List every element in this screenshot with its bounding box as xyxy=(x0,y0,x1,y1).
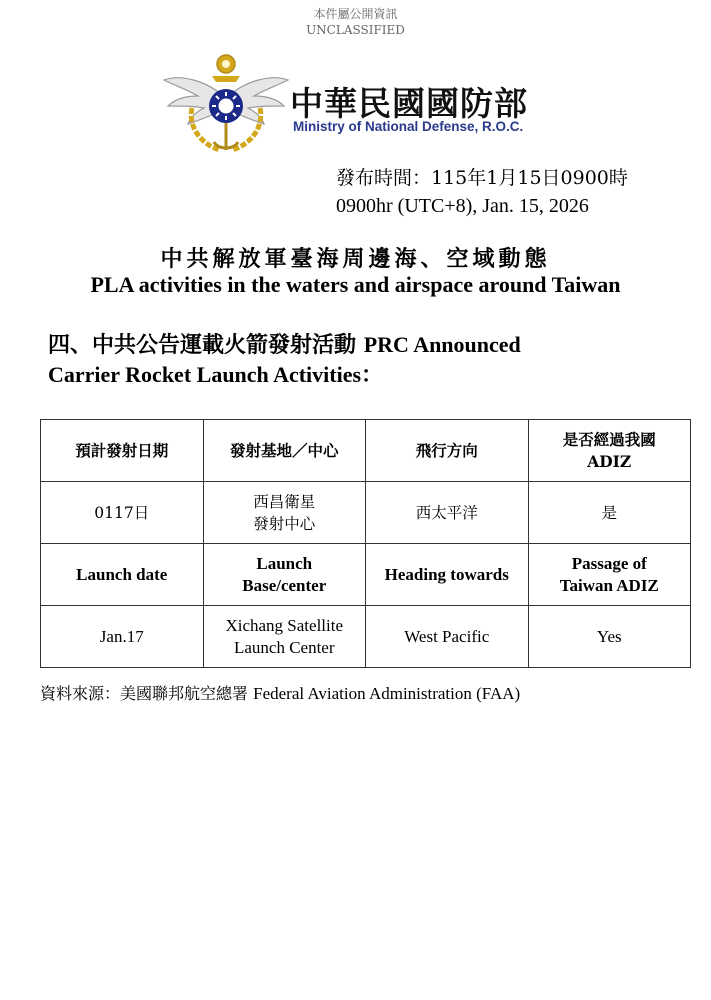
table-header-row-zh xyxy=(41,420,691,482)
cell-base-en-line2: Launch Center xyxy=(233,637,335,657)
cell-date-en: Jan.17 xyxy=(41,606,204,668)
header-base-zh: 發射基地／中心 xyxy=(203,420,366,482)
header-passage-en-line1: Passage of xyxy=(571,553,647,573)
cell-base-en xyxy=(203,606,366,668)
table-row-zh xyxy=(41,482,691,544)
section-heading-en-2: Carrier Rocket Launch Activities： xyxy=(48,362,384,387)
title-en: PLA activities in the waters and airspace around Taiwan xyxy=(90,272,621,297)
release-time-zh: 發布時間：115年1月15日0900時 xyxy=(336,167,628,189)
header-passage-zh xyxy=(528,420,691,482)
release-time-en: 0900hr (UTC+8), Jan. 15, 2026 xyxy=(336,195,589,217)
ministry-name-en: Ministry of National Defense, R.O.C. xyxy=(293,119,524,134)
cell-base-zh-line2: 發射中心 xyxy=(253,514,316,533)
header-base-en-line2: Base/center xyxy=(242,575,327,595)
header-heading-en: Heading towards xyxy=(366,544,529,606)
cell-heading-zh: 西太平洋 xyxy=(366,482,529,544)
data-source-zh: 資料來源：美國聯邦航空總署 xyxy=(40,684,249,703)
cell-base-en-line1: Xichang Satellite xyxy=(225,615,344,635)
release-time xyxy=(336,164,628,220)
cell-base-zh-line1: 西昌衛星 xyxy=(253,492,316,511)
header-date-en: Launch date xyxy=(41,544,204,606)
section-heading xyxy=(48,330,688,389)
table-header-row-en xyxy=(41,544,691,606)
section-heading-en-1: PRC Announced xyxy=(363,332,521,357)
cell-date-zh: 0117日 xyxy=(41,482,204,544)
title-zh: 中共解放軍臺海周邊海、空域動態 xyxy=(160,246,551,272)
launch-table xyxy=(40,419,691,668)
header-passage-zh-line1: 是否經過我國 xyxy=(562,429,656,449)
data-source xyxy=(40,681,520,704)
header-base-en-line1: Launch xyxy=(256,553,313,573)
section-heading-zh: 四、中共公告運載火箭發射活動 xyxy=(48,332,357,358)
table-row-en xyxy=(41,606,691,668)
header-heading-zh: 飛行方向 xyxy=(366,420,529,482)
cell-base-zh xyxy=(203,482,366,544)
classification-marking xyxy=(0,6,711,38)
cell-passage-zh: 是 xyxy=(528,482,691,544)
ministry-logo xyxy=(162,50,562,160)
data-source-en: Federal Aviation Administration (FAA) xyxy=(253,684,521,703)
ministry-name-zh: 中華民國國防部 xyxy=(290,84,528,123)
classification-en: UNCLASSIFIED xyxy=(306,23,405,37)
header-passage-zh-line2: ADIZ xyxy=(587,451,632,471)
mnd-emblem-icon xyxy=(162,50,290,156)
cell-heading-en: West Pacific xyxy=(366,606,529,668)
classification-zh: 本件屬公開資訊 xyxy=(313,7,398,21)
header-passage-en xyxy=(528,544,691,606)
cell-passage-en: Yes xyxy=(528,606,691,668)
header-date-zh: 預計發射日期 xyxy=(41,420,204,482)
header-base-en xyxy=(203,544,366,606)
header-passage-en-line2: Taiwan ADIZ xyxy=(559,575,659,595)
